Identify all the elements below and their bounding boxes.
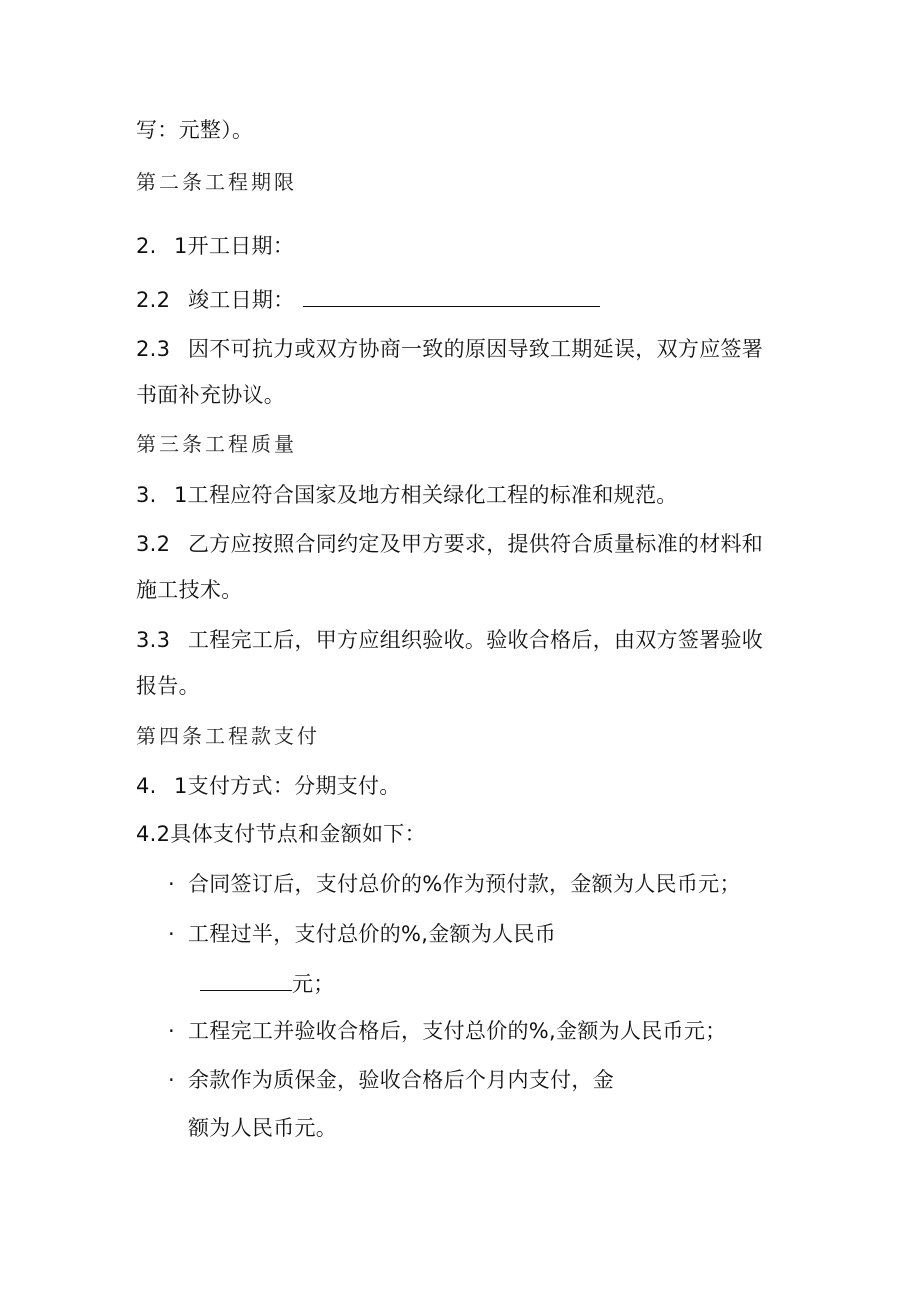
clause-text: 施工技术。 bbox=[136, 578, 243, 602]
clause-text: 报告。 bbox=[136, 674, 200, 698]
clause-3-1 bbox=[136, 481, 678, 509]
clause-text: 1开工日期： bbox=[174, 234, 295, 258]
amount-blank bbox=[200, 968, 292, 991]
clause-text: 因不可抗力或双方协商一致的原因导致工期延误，双方应签署 bbox=[188, 337, 764, 361]
payment-item-text: 余款作为质保金，验收合格后个月内支付，金 bbox=[188, 1068, 614, 1092]
payment-item-4 bbox=[168, 1066, 614, 1094]
clause-3-3 bbox=[136, 626, 763, 654]
clause-text: 工程完工后，甲方应组织验收。验收合格后，由双方签署验收 bbox=[188, 628, 764, 652]
clause-text: 书面补充协议。 bbox=[136, 383, 286, 407]
bullet-icon: · bbox=[168, 872, 175, 896]
clause-2-3 bbox=[136, 335, 763, 363]
clause-2-1 bbox=[136, 232, 294, 260]
clause-3-3-continued bbox=[136, 672, 200, 700]
article-4-heading bbox=[136, 722, 320, 750]
bullet-icon: · bbox=[168, 1068, 175, 1092]
payment-item-2 bbox=[168, 920, 556, 948]
clause-text: 乙方应按照合同约定及甲方要求，提供符合质量标准的材料和 bbox=[188, 532, 764, 556]
text-line bbox=[136, 116, 253, 144]
heading-text: 第二条工程期限 bbox=[136, 170, 297, 194]
clause-3-2 bbox=[136, 530, 763, 558]
payment-item-text: 合同签订后，支付总价的%作为预付款，金额为人民币元； bbox=[188, 872, 741, 896]
payment-item-text: 额为人民币元。 bbox=[188, 1116, 338, 1140]
payment-item-text: 工程过半，支付总价的%,金额为人民币 bbox=[188, 922, 557, 946]
clause-number: 3.2 bbox=[136, 532, 171, 556]
clause-number: 3.3 bbox=[136, 628, 171, 652]
clause-2-3-continued bbox=[136, 381, 285, 409]
clause-4-1 bbox=[136, 772, 401, 800]
payment-item-2-continued bbox=[200, 968, 335, 998]
text-line-content: 写：元整）。 bbox=[136, 118, 254, 142]
clause-number: 2. bbox=[136, 234, 157, 258]
clause-number: 2.3 bbox=[136, 337, 171, 361]
clause-3-2-continued bbox=[136, 576, 243, 604]
clause-text: 竣工日期： bbox=[188, 288, 295, 312]
clause-text: 1支付方式：分期支付。 bbox=[174, 774, 401, 798]
payment-item-3 bbox=[168, 1017, 726, 1045]
clause-text: 4.2具体支付节点和金额如下： bbox=[136, 822, 426, 846]
bullet-icon: · bbox=[168, 922, 175, 946]
article-3-heading bbox=[136, 430, 297, 458]
payment-item-text: 元； bbox=[292, 972, 335, 996]
article-2-heading bbox=[136, 168, 297, 196]
clause-4-2 bbox=[136, 820, 426, 848]
heading-text: 第三条工程质量 bbox=[136, 432, 297, 456]
clause-number: 4. bbox=[136, 774, 157, 798]
payment-item-1 bbox=[168, 870, 741, 898]
completion-date-blank bbox=[303, 284, 600, 307]
heading-text: 第四条工程款支付 bbox=[136, 724, 320, 748]
bullet-icon: · bbox=[168, 1019, 175, 1043]
payment-item-text: 工程完工并验收合格后，支付总价的%,金额为人民币元； bbox=[188, 1019, 727, 1043]
clause-number: 3. bbox=[136, 483, 157, 507]
clause-2-2 bbox=[136, 284, 600, 314]
clause-number: 2.2 bbox=[136, 288, 171, 312]
clause-text: 1工程应符合国家及地方相关绿化工程的标准和规范。 bbox=[174, 483, 678, 507]
payment-item-4-continued bbox=[188, 1114, 337, 1142]
